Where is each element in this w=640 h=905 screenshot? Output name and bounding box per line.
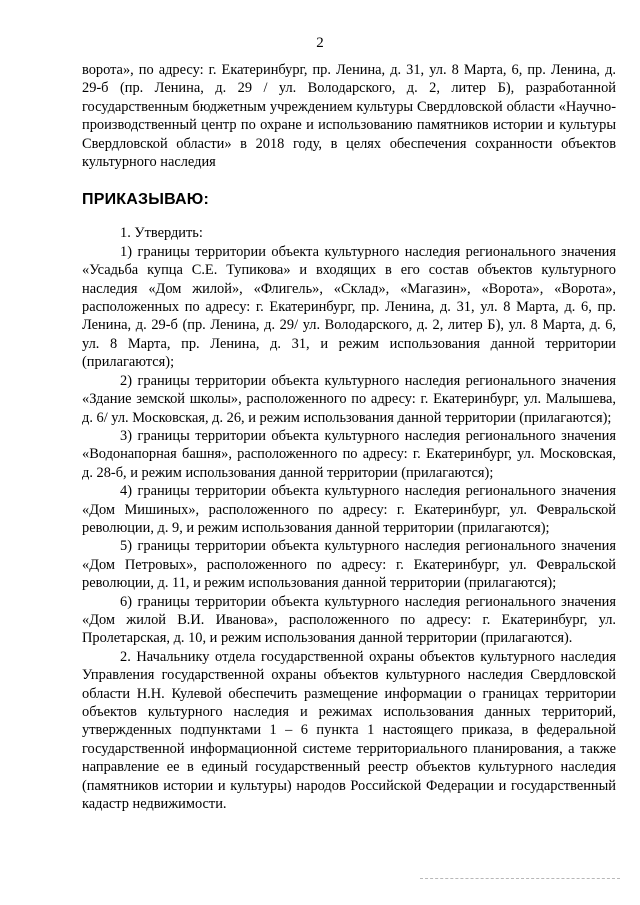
item-2-paragraph: 2. Начальнику отдела государственной охраны объектов культурного наследия Управления государственной охраны объектов культурного наследия Свердловской области Н.Н. Кулевой обеспечить размещение информации о границах территории объектов культурного наследия и режимах использования данных территорий, утвержденных подпунктами 1 – 6 пункта 1 настоящего приказа, в федеральной государственной информационной системе территориального планирования, а также направление ее в единый государственный реестр объектов культурного наследия (памятников истории и культуры) народов Российской Федерации и государственный кадастр недвижимости. [82,648,616,813]
scan-artifact-line [420,878,620,879]
page-number: 2 [316,35,324,51]
subitem-5-paragraph: 5) границы территории объекта культурного наследия регионального значения «Дом Петровых», расположенного по адресу: г. Екатеринбург, ул. Февральской революции, д. 11, и режим использования данной территории (прилагаются); [82,538,616,592]
item-1-paragraph: 1. Утвердить: [120,225,203,242]
subitem-4-paragraph: 4) границы территории объекта культурного наследия регионального значения «Дом Мишиных», расположенного по адресу: г. Екатеринбург, ул. Февральской революции, д. 9, и режим использования данной территории (прилагаются); [82,483,616,536]
subitem-6-paragraph: 6) границы территории объекта культурного наследия регионального значения «Дом жилой В.И. Иванова», расположенного по адресу: г. Екатеринбург, ул. Пролетарская, д. 10, и режим использования данной территории (прилагаются). [82,593,616,647]
subitem-1-paragraph: 1) границы территории объекта культурного наследия регионального значения «Усадьба купца С.Е. Тупикова» и входящих в его состав объектов культурного наследия «Дом жилой», «Флигель», «Склад», «Магазин», «Ворота», «Ворота», расположенных по адресу: г. Екатеринбург, пр. Ленина, д. 31, ул. 8 Марта, д. 6, пр. Ленина, д. 29-б (пр. Ленина, д. 29/ ул. Володарского, д. 2, литер Б), ул. 8 Марта, д. 6, ул. 8 Марта, пр. Ленина, д. 31, и режим использования данной территории (прилагаются); [82,243,616,371]
document-body [82,61,616,813]
subitem-3-paragraph: 3) границы территории объекта культурного наследия регионального значения «Водонапорная башня», расположенного по адресу: г. Екатеринбург, ул. Московская, д. 28-б, и режим использования данной территории (прилагаются); [82,427,616,481]
subitem-2-paragraph: 2) границы территории объекта культурного наследия регионального значения «Здание земской школы», расположенного по адресу: г. Екатеринбург, ул. Малышева, д. 6/ ул. Московская, д. 26, и режим использования данной территории (прилагаются); [82,372,616,426]
intro-paragraph: ворота», по адресу: г. Екатеринбург, пр. Ленина, д. 31, ул. 8 Марта, 6, пр. Ленина, д. 29-б (пр. Ленина, д. 29 / ул. Володарского, д. 2, литер Б), разработанной государственным бюджетным учреждением культуры Свердловской области «Научно-производственный центр по охране и использованию памятников истории и культуры Свердловской области» в 2018 году, в целях обеспечения сохранности объектов культурного наследия [82,62,616,171]
order-heading: ПРИКАЗЫВАЮ: [82,191,210,209]
